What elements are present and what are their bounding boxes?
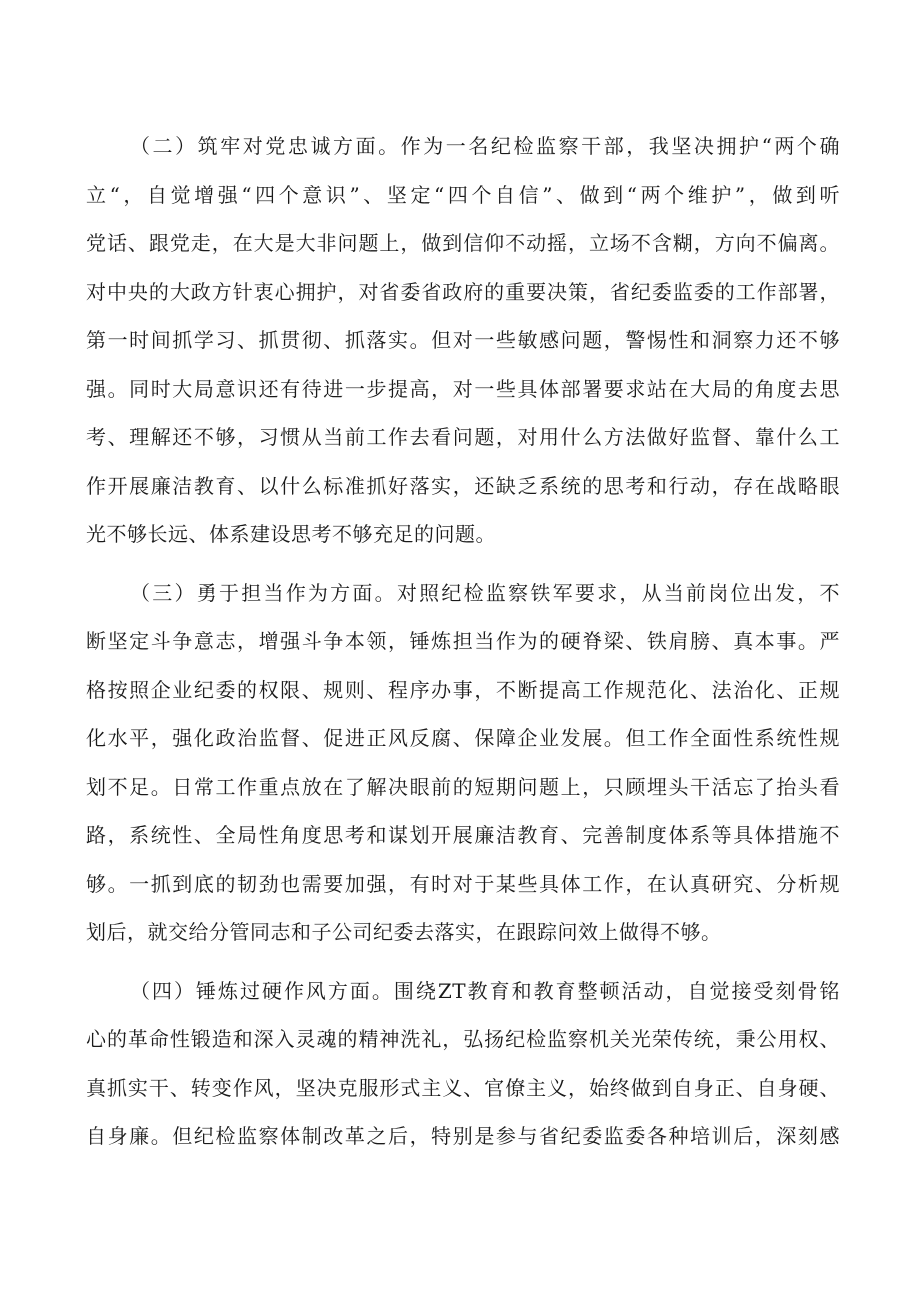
text-line: 强。同时大局意识还有待进一步提高，对一些具体部署要求站在大局的角度去思 [86,376,840,401]
text-line: 路，系统性、全局性角度思考和谋划开展廉洁教育、完善制度体系等具体措施不 [86,823,840,847]
text-line: 断坚定斗争意志，增强斗争本领，锤炼担当作为的硬脊梁、铁肩膀、真本事。严 [86,629,840,653]
text-line: 心的革命性锻造和深入灵魂的精神洗礼，弘扬纪检监察机关光荣传统，秉公用权、 [86,1027,840,1051]
text-line: 第一时间抓学习、抓贯彻、抓落实。但对一些敏感问题，警惕性和洞察力还不够 [86,328,840,352]
paragraph-loyalty [86,122,840,559]
text-line: （四）锤炼过硬作风方面。围绕ZT教育和教育整顿活动，自觉接受刻骨铭 [130,978,840,1003]
text-line: 自身廉。但纪检监察体制改革之后，特别是参与省纪委监委各种培训后，深刻感 [86,1124,840,1148]
text-line: 划不足。日常工作重点放在了解决眼前的短期问题上，只顾埋头干活忘了抬头看 [86,774,840,799]
paragraph-responsibility [86,569,840,957]
text-line: （二）筑牢对党忠诚方面。作为一名纪检监察干部，我坚决拥护“两个确 [130,134,840,158]
text-line: 立“，自觉增强“四个意识”、坚定“四个自信”、做到“两个维护”，做到听 [86,182,840,207]
text-line: 作开展廉洁教育、以什么标准抓好落实，还缺乏系统的思考和行动，存在战略眼 [86,473,840,498]
text-line: 够。一抓到底的韧劲也需要加强，有时对于某些具体工作，在认真研究、分析规 [86,871,840,896]
text-line: 对中央的大政方针衷心拥护，对省委省政府的重要决策，省纪委监委的工作部署， [86,279,840,304]
text-line: 考、理解还不够，习惯从当前工作去看问题，对用什么方法做好监督、靠什么工 [86,425,840,449]
text-line: 真抓实干、转变作风，坚决克服形式主义、官僚主义，始终做到自身正、自身硬、 [86,1075,840,1100]
text-line: （三）勇于担当作为方面。对照纪检监察铁军要求，从当前岗位出发，不 [130,580,840,605]
text-line: 党话、跟党走，在大是大非问题上，做到信仰不动摇，立场不含糊，方向不偏离。 [86,231,840,255]
paragraph-work-style [86,967,840,1161]
text-line: 化水平，强化政治监督、促进正风反腐、保障企业发展。但工作全面性系统性规 [86,726,840,750]
text-line: 格按照企业纪委的权限、规则、程序办事，不断提高工作规范化、法治化、正规 [86,677,840,702]
text-line: 划后，就交给分管同志和子公司纪委去落实，在跟踪问效上做得不够。 [86,920,722,944]
text-line: 光不够长远、体系建设思考不够充足的问题。 [86,522,496,546]
document-page [86,122,840,1171]
